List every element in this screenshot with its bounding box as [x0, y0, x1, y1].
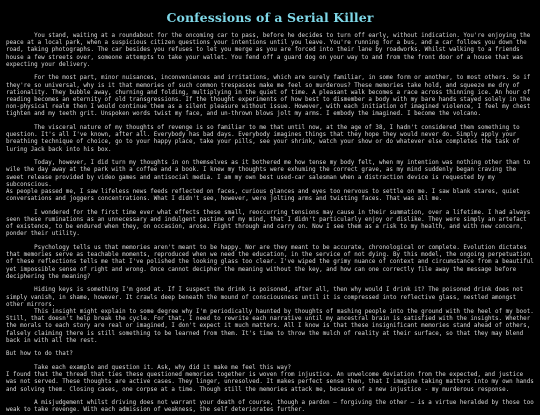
paragraph-5: I wondered for the first time ever what effects these small, reoccurring tensions may cause in their summation, over a lifetime. I had always seen these ruminations as an unnecessary and indulgent pastime of my mind, that I didn't particularly enjoy or dislike. They were simply an artefact of existence, to be endured when they, on occasion, arose. Fight through and carry on. Now I see them as a risk to my health, and with new concern, ponder their utility. [6, 209, 534, 238]
page-title: Confessions of a Serial Killer [166, 10, 374, 25]
paragraph-2: For the most part, minor nuisances, inconveniences and irritations, which are surely familiar, in some form or another, to most others. So if they're so universal, why is it that memories of such common trespasses make me feel so murderous? These memories take hold, and squeeze me dry of rationality. They bubble away, churning and folding, multiplying in the quiet of time. A pleasant walk becomes a race across thinning ice. An hour of reading becomes an eternity of old transgressions. If the thought experiments of how best to dismember a body with my bare hands stayed solely in the non-physical realm then I would continue them as a silent pleasure without issue. However, with each initiation of imagined violence, I feel my chest tighten and my teeth grit. Unspoken words twist my face, and un-thrown blows jolt my arms. I embody the imagined. I become the volcano. [6, 75, 534, 118]
document-body [6, 33, 538, 415]
paragraph-6: Psychology tells us that memories aren't meant to be happy. Nor are they meant to be accurate, chronological or complete. Evolution dictates that memories serve as teachable moments, reproduced when we need the education, in the service of not dying. By this model, the ongoing perpetuation of these reflections tells me that I've polished the looking glass too clear. I've wiped the grimy nuance of context and circumstance from a beautiful yet impossible sense of right and wrong. Once cannot decipher the meaning without the key, and how can one correctly file away the message before deciphering the meaning? [6, 245, 538, 280]
paragraph-8: But how to do that? [6, 351, 73, 358]
paragraph-4: Today, however, I did turn my thoughts in on themselves as it bothered me how tense my body felt, when my intention was nothing other than to wile the day away at the park with a coffee and a book. I knew my thoughts were exhuming the correct grave, as my mind suddenly began craving the sweet release provided by video games and antisocial media. I am my own best used-car salesman when a distraction device is requested by my subconscious. As people passed me, I saw lifeless news feeds reflected on faces, curious glances and eyes too nervous to settle on me. I saw blank stares, quiet conversations and joggers concentrations. What I didn't see, however, were jolting arms and twisting faces. That was all me. [6, 160, 531, 203]
paragraph-10: A misjudgement whilst driving does not warrant your death of course, though a pardon – forgiving the other – is a virtue heralded by those too weak to take revenge. With each admission of weakness, the self deteriorates further. [6, 400, 538, 414]
paragraph-7: Hiding keys is something I'm good at. If I suspect the drink is poisoned, after all, then why would I drink it? The poisoned drink does not simply vanish, in shame, however. It crawls deep beneath the mound of consciousness until it is compressed into reflective glass, nestled amongst other mirrors. This insight might explain to some degree why I'm periodically haunted by thoughts of mashing people into the ground with the heel of my boot. Still, that doesn't help break the cycle. For that, I need to rewrite each narrative until my ancestral brain is satisfied with the insights. Whether the morals to each story are real or imagined, I don't expect it much matters. All I know is that these insignificant memories stand ahead of others, falsely claiming there is still something to be learned from them. It's time to throw the mulch of reality at their surface, so that they may blend back in with all the rest. [6, 287, 534, 344]
paragraph-3: The visceral nature of my thoughts of revenge is so familiar to me that until now, at the age of 38, I hadn't considered them something to question. It's all I've known, after all. Everybody has bad days. Everybody imagines things that they hope they would never do. Simply apply your breathing technique of choice, go to your happy place, take your pills, see your shrink, watch your show or do whatever else completes the task of luring Jack back into his box. [6, 125, 524, 153]
paragraph-9: Take each example and question it. Ask, why did it make me feel this way? I found that the thread that ties these questioned memories together is woven from injustice. An unwelcome deviation from the expected, and justice was not served. These thoughts are active cases. They linger, unresolved. It makes perfect sense then, that I imagine taking matters into my own hands and solving them. Closing cases, one corpse at a time. Though still the memories attack me, because of a new injustice - my murderous response. [6, 365, 534, 393]
paragraph-1: You stand, waiting at a roundabout for the oncoming car to pass, before he decides to turn off early, without indication. You're enjoying the peace at a local park, when a suspicious citizen questions your intentions until you leave. You're running for a bus, and a car follows you down the road, taking photographs. The car besides you refuses to let you merge as you are forced into their lane by roadworks. Whilst walking to a friends house a few streets over, someone attempts to take your wallet. You fend off a guard dog on your way to and from the front door of a house that was expecting your delivery. [6, 33, 534, 68]
